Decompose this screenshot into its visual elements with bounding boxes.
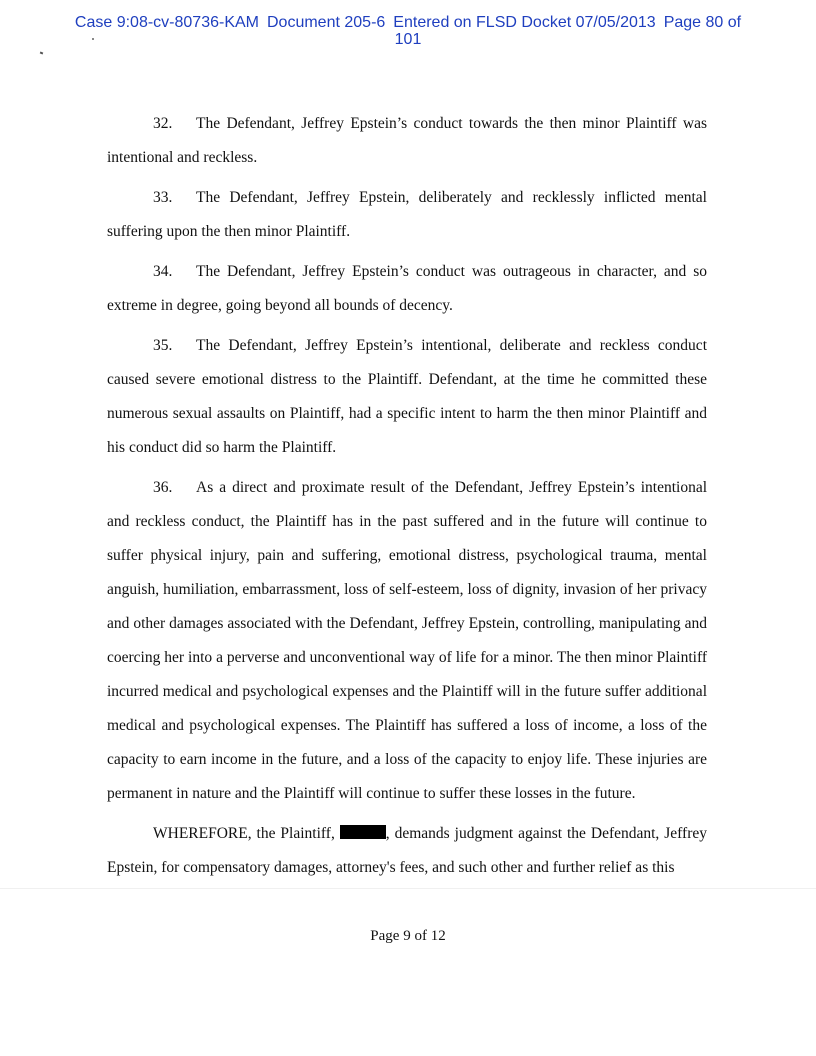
docket-header-line	[0, 14, 816, 31]
paragraph-33	[107, 181, 707, 249]
paragraph-34	[107, 255, 707, 323]
paragraph-text: The Defendant, Jeffrey Epstein’s conduct towards the then minor Plaintiff was intentional and reckless.	[107, 115, 707, 166]
paragraph-number: 35.	[153, 337, 173, 354]
docket-page: Page 80 of	[663, 14, 742, 31]
paragraph-number: 32.	[153, 115, 173, 132]
case-number: Case 9:08-cv-80736-KAM	[74, 14, 259, 31]
wherefore-text-before: WHEREFORE, the Plaintiff,	[153, 825, 335, 842]
document-body	[107, 107, 707, 891]
paragraph-number: 36.	[153, 479, 173, 496]
paragraph-number: 33.	[153, 189, 173, 206]
paragraph-text: The Defendant, Jeffrey Epstein, deliberately and recklessly inflicted mental suffering upon the then minor Plaintiff.	[107, 189, 707, 240]
paragraph-number: 34.	[153, 263, 173, 280]
page-number: Page 9 of 12	[370, 928, 446, 944]
document-number: Document 205-6	[267, 14, 386, 31]
paragraph-32	[107, 107, 707, 175]
docket-header	[0, 14, 816, 48]
wherefore-text-after: , demands judgment against the Defendant, Jeffrey Epstein, for compensatory damages, attorney's fees, and such other and further relief as this	[107, 825, 707, 876]
docket-page-total: 101	[394, 31, 422, 48]
paragraph-36	[107, 471, 707, 811]
paragraph-text: The Defendant, Jeffrey Epstein’s intentional, deliberate and reckless conduct caused severe emotional distress to the Plaintiff. Defendant, at the time he committed these numerous sexual assaults on Plaintiff, had a specific intent to harm the then minor Plaintiff and his conduct did so harm the Plaintiff.	[107, 337, 707, 456]
paragraph-text: As a direct and proximate result of the Defendant, Jeffrey Epstein’s intentional and reckless conduct, the Plaintiff has in the past suffered and in the future will continue to suffer physical injury, pain and suffering, emotional distress, psychological trauma, mental anguish, humiliation, embarrassment, loss of self-esteem, loss of dignity, invasion of her privacy and other damages associated with the Defendant, Jeffrey Epstein, controlling, manipulating and coercing her into a perverse and unconventional way of life for a minor. The then minor Plaintiff incurred medical and psychological expenses and the Plaintiff will in the future suffer additional medical and psychological expenses. The Plaintiff has suffered a loss of income, a loss of the capacity to earn income in the future, and a loss of the capacity to enjoy life. These injuries are permanent in nature and the Plaintiff will continue to suffer these losses in the future.	[107, 479, 707, 802]
scan-artifact	[92, 38, 94, 40]
scan-artifact-line	[0, 888, 816, 889]
paragraph-35	[107, 329, 707, 465]
entered-date: Entered on FLSD Docket 07/05/2013	[393, 14, 656, 31]
wherefore-clause	[107, 817, 707, 885]
paragraph-text: The Defendant, Jeffrey Epstein’s conduct was outrageous in character, and so extreme in degree, going beyond all bounds of decency.	[107, 263, 707, 314]
scan-artifact	[40, 52, 44, 55]
page-footer	[0, 928, 816, 945]
redaction-box	[340, 825, 386, 839]
